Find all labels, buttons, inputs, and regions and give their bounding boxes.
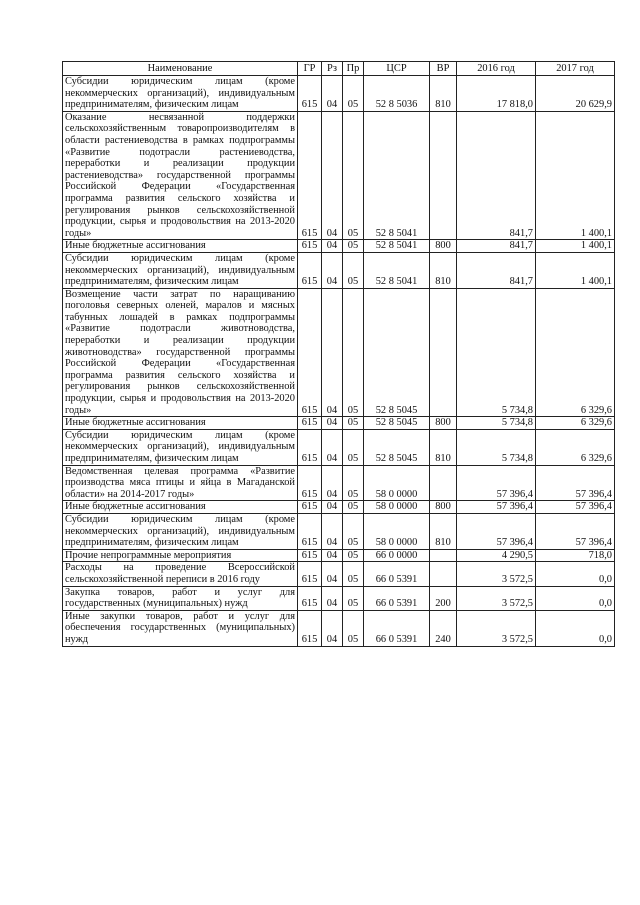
table-row xyxy=(63,586,615,610)
row-vr: 800 xyxy=(430,417,457,430)
row-pr: 05 xyxy=(343,586,364,610)
row-2017: 718,0 xyxy=(536,549,615,562)
row-name: Закупка товаров, работ и услуг для государственных (муниципальных) нужд xyxy=(63,586,298,610)
row-2017: 1 400,1 xyxy=(536,111,615,240)
row-vr: 810 xyxy=(430,76,457,112)
row-name: Ведомственная целевая программа «Развитие производства мяса птицы и яйца в Магаданской области» на 2014-2017 годы» xyxy=(63,465,298,501)
row-rz: 04 xyxy=(322,288,343,417)
row-2016: 3 572,5 xyxy=(457,562,536,586)
row-vr xyxy=(430,562,457,586)
row-rz: 04 xyxy=(322,417,343,430)
row-pr: 05 xyxy=(343,562,364,586)
row-rz: 04 xyxy=(322,562,343,586)
row-csr: 58 0 0000 xyxy=(364,513,430,549)
row-rz: 04 xyxy=(322,111,343,240)
row-vr: 200 xyxy=(430,586,457,610)
budget-table xyxy=(62,61,615,647)
row-csr: 52 8 5045 xyxy=(364,288,430,417)
row-name: Иные бюджетные ассигнования xyxy=(63,240,298,253)
row-2016: 841,7 xyxy=(457,240,536,253)
row-name: Субсидии юридическим лицам (кроме некоммерческих организаций), индивидуальным предпринимателям, физическим лицам xyxy=(63,429,298,465)
row-gr: 615 xyxy=(298,429,322,465)
row-vr: 810 xyxy=(430,252,457,288)
table-header-row xyxy=(63,62,615,76)
row-2016: 841,7 xyxy=(457,252,536,288)
row-2017: 1 400,1 xyxy=(536,240,615,253)
row-2017: 0,0 xyxy=(536,562,615,586)
table-row xyxy=(63,549,615,562)
row-2016: 57 396,4 xyxy=(457,513,536,549)
row-2016: 5 734,8 xyxy=(457,417,536,430)
row-csr: 66 0 5391 xyxy=(364,610,430,646)
row-name: Расходы на проведение Всероссийской сельскохозяйственной переписи в 2016 году xyxy=(63,562,298,586)
row-vr: 810 xyxy=(430,429,457,465)
header-gr: ГР xyxy=(298,62,322,76)
row-2016: 5 734,8 xyxy=(457,429,536,465)
row-gr: 615 xyxy=(298,501,322,514)
row-pr: 05 xyxy=(343,610,364,646)
row-gr: 615 xyxy=(298,288,322,417)
row-csr: 52 8 5041 xyxy=(364,240,430,253)
header-name: Наименование xyxy=(63,62,298,76)
row-2017: 6 329,6 xyxy=(536,288,615,417)
row-2017: 57 396,4 xyxy=(536,465,615,501)
row-pr: 05 xyxy=(343,76,364,112)
row-pr: 05 xyxy=(343,465,364,501)
row-2016: 17 818,0 xyxy=(457,76,536,112)
row-vr: 240 xyxy=(430,610,457,646)
table-row xyxy=(63,288,615,417)
document-page xyxy=(62,61,614,647)
row-rz: 04 xyxy=(322,501,343,514)
row-name: Прочие непрограммные мероприятия xyxy=(63,549,298,562)
row-rz: 04 xyxy=(322,429,343,465)
row-rz: 04 xyxy=(322,586,343,610)
table-row xyxy=(63,562,615,586)
row-rz: 04 xyxy=(322,240,343,253)
row-name: Субсидии юридическим лицам (кроме некоммерческих организаций), индивидуальным предпринимателям, физическим лицам xyxy=(63,252,298,288)
row-gr: 615 xyxy=(298,240,322,253)
row-gr: 615 xyxy=(298,111,322,240)
row-pr: 05 xyxy=(343,429,364,465)
header-vr: ВР xyxy=(430,62,457,76)
row-pr: 05 xyxy=(343,549,364,562)
table-row xyxy=(63,240,615,253)
header-rz: Рз xyxy=(322,62,343,76)
table-row xyxy=(63,417,615,430)
row-pr: 05 xyxy=(343,501,364,514)
table-row xyxy=(63,429,615,465)
row-2016: 4 290,5 xyxy=(457,549,536,562)
row-2017: 0,0 xyxy=(536,586,615,610)
table-row xyxy=(63,610,615,646)
table-row xyxy=(63,465,615,501)
row-rz: 04 xyxy=(322,252,343,288)
row-gr: 615 xyxy=(298,465,322,501)
row-pr: 05 xyxy=(343,513,364,549)
row-rz: 04 xyxy=(322,465,343,501)
row-pr: 05 xyxy=(343,288,364,417)
row-2016: 841,7 xyxy=(457,111,536,240)
row-gr: 615 xyxy=(298,417,322,430)
row-gr: 615 xyxy=(298,562,322,586)
row-name: Возмещение части затрат по наращиванию поголовья северных оленей, маралов и мясных табунных лошадей в рамках подпрограммы «Развитие подотрасли животноводства, переработки и реализации продукции животноводства» государственной программы Российской Федерации «Государственная программа развития сельского хозяйства и регулирования рынков сельскохозяйственной продукции, сырья и продовольствия на 2013-2020 годы» xyxy=(63,288,298,417)
row-vr xyxy=(430,111,457,240)
row-2017: 20 629,9 xyxy=(536,76,615,112)
row-name: Субсидии юридическим лицам (кроме некоммерческих организаций), индивидуальным предпринимателям, физическим лицам xyxy=(63,513,298,549)
row-2016: 3 572,5 xyxy=(457,610,536,646)
row-vr xyxy=(430,549,457,562)
row-csr: 58 0 0000 xyxy=(364,501,430,514)
row-csr: 52 8 5041 xyxy=(364,111,430,240)
row-pr: 05 xyxy=(343,252,364,288)
row-gr: 615 xyxy=(298,549,322,562)
row-csr: 66 0 0000 xyxy=(364,549,430,562)
header-pr: Пр xyxy=(343,62,364,76)
row-name: Иные бюджетные ассигнования xyxy=(63,417,298,430)
row-rz: 04 xyxy=(322,76,343,112)
header-2017: 2017 год xyxy=(536,62,615,76)
row-gr: 615 xyxy=(298,610,322,646)
row-name: Оказание несвязанной поддержки сельскохозяйственным товаропроизводителям в области растениеводства в рамках подпрограммы «Развитие подотрасли растениеводства, переработки и реализации продукции растениеводства» государственной программы Российской Федерации «Государственная программа развития сельского хозяйства и регулирования рынков сельскохозяйственной продукции, сырья и продовольствия на 2013-2020 годы» xyxy=(63,111,298,240)
row-2017: 1 400,1 xyxy=(536,252,615,288)
row-2017: 6 329,6 xyxy=(536,429,615,465)
row-gr: 615 xyxy=(298,513,322,549)
row-2017: 57 396,4 xyxy=(536,501,615,514)
table-row xyxy=(63,252,615,288)
row-name: Иные бюджетные ассигнования xyxy=(63,501,298,514)
row-rz: 04 xyxy=(322,549,343,562)
row-2017: 0,0 xyxy=(536,610,615,646)
row-vr: 800 xyxy=(430,501,457,514)
row-2016: 57 396,4 xyxy=(457,465,536,501)
table-row xyxy=(63,111,615,240)
row-csr: 52 8 5036 xyxy=(364,76,430,112)
row-gr: 615 xyxy=(298,252,322,288)
row-2016: 57 396,4 xyxy=(457,501,536,514)
row-2016: 3 572,5 xyxy=(457,586,536,610)
row-csr: 58 0 0000 xyxy=(364,465,430,501)
row-csr: 52 8 5045 xyxy=(364,417,430,430)
header-2016: 2016 год xyxy=(457,62,536,76)
row-vr: 800 xyxy=(430,240,457,253)
row-csr: 52 8 5045 xyxy=(364,429,430,465)
row-csr: 66 0 5391 xyxy=(364,586,430,610)
row-vr xyxy=(430,465,457,501)
row-rz: 04 xyxy=(322,610,343,646)
row-vr xyxy=(430,288,457,417)
row-csr: 66 0 5391 xyxy=(364,562,430,586)
row-pr: 05 xyxy=(343,240,364,253)
table-row xyxy=(63,501,615,514)
row-2016: 5 734,8 xyxy=(457,288,536,417)
row-gr: 615 xyxy=(298,586,322,610)
row-name: Иные закупки товаров, работ и услуг для обеспечения государственных (муниципальных) нужд xyxy=(63,610,298,646)
row-pr: 05 xyxy=(343,417,364,430)
row-vr: 810 xyxy=(430,513,457,549)
row-2017: 57 396,4 xyxy=(536,513,615,549)
row-csr: 52 8 5041 xyxy=(364,252,430,288)
row-pr: 05 xyxy=(343,111,364,240)
row-2017: 6 329,6 xyxy=(536,417,615,430)
table-row xyxy=(63,76,615,112)
row-gr: 615 xyxy=(298,76,322,112)
row-rz: 04 xyxy=(322,513,343,549)
row-name: Субсидии юридическим лицам (кроме некоммерческих организаций), индивидуальным предпринимателям, физическим лицам xyxy=(63,76,298,112)
header-csr: ЦСР xyxy=(364,62,430,76)
table-row xyxy=(63,513,615,549)
